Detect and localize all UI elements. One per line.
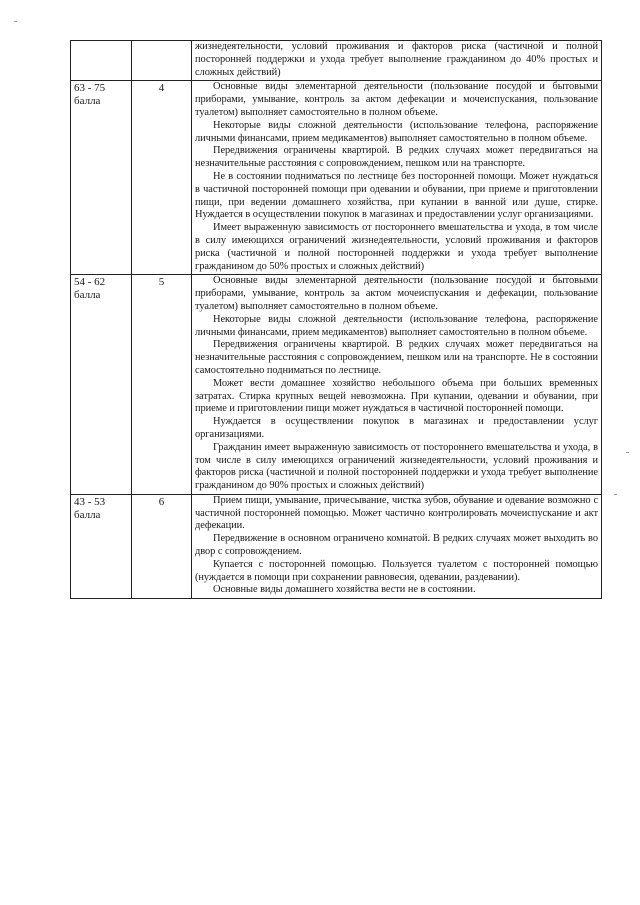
description-paragraph: Купается с посторонней помощью. Пользуется туалетом с посторонней помощью (нуждается в помощи при сохранении равновесия, одевании, раздевании). xyxy=(195,558,598,583)
table-row xyxy=(71,494,602,598)
score-range-cell xyxy=(71,41,132,81)
score-range-cell: 54 - 62 балла xyxy=(71,275,132,495)
description-paragraph: Нуждается в осуществлении покупок в магазинах и предоставлении услуг организациями. xyxy=(195,416,598,440)
score-range-cell: 43 - 53 балла xyxy=(71,494,132,598)
description-paragraph: Не в состоянии подниматься по лестнице без посторонней помощи. Может нуждаться в частичной посторонней помощи при одевании и обувании, при приеме и приготовлении пищи, при ведении домашнего хозяйства, при купании в ванной или душе, стирке. Нуждается в осуществлении покупок в магазинах и предоставлении услуг организациями. xyxy=(195,170,598,221)
description-paragraph: Передвижения ограничены квартирой. В редких случаях может передвигаться на незначительные расстояния с сопровождением, пешком или на транспорте. Не в состоянии самостоятельно подниматься по лестнице. xyxy=(195,339,598,376)
score-range-cell: 63 - 75 балла xyxy=(71,81,132,275)
table-row xyxy=(71,275,602,495)
description-paragraph: Прием пищи, умывание, причесывание, чистка зубов, обувание и одевание возможно с частичной посторонней помощью. Может частично контролировать мочеиспускание и акт дефекации. xyxy=(195,494,598,532)
care-level-cell: 6 xyxy=(132,494,192,598)
care-level-cell: 5 xyxy=(132,275,192,495)
description-cell xyxy=(192,81,602,275)
description-paragraph: Основные виды домашнего хозяйства вести не в состоянии. xyxy=(213,584,476,596)
description-paragraph: Имеет выраженную зависимость от постороннего вмешательства и ухода, в том числе в силу имеющихся ограничений жизнедеятельности, условий проживания и факторов риска (частичной и полной посторонней поддержки и ухода требует выполнение гражданином до 50% простых и сложных действий) xyxy=(195,222,598,272)
description-paragraph: жизнедеятельности, условий проживания и факторов риска (частичной и полной посторонней поддержки и ухода требует выполнение гражданином до 40% простых и сложных действий) xyxy=(195,41,598,78)
table-row xyxy=(71,81,602,275)
scan-speck xyxy=(14,21,17,22)
description-cell xyxy=(192,275,602,495)
table-row xyxy=(71,41,602,81)
care-level-cell xyxy=(132,41,192,81)
assessment-table xyxy=(70,40,602,599)
description-cell xyxy=(192,494,602,598)
description-paragraph: Некоторые виды сложной деятельности (использование телефона, распоряжение личными финансами, прием медикаментов) выполняет самостоятельно в полном объеме. xyxy=(195,313,598,338)
description-paragraph: Может вести домашнее хозяйство небольшого объема при больших временных затратах. Стирка крупных вещей невозможна. При купании, одевании и обувании, при приеме и приготовлении пищи может нуждаться в частичной посторонней помощи. xyxy=(195,377,598,415)
care-level-cell: 4 xyxy=(132,81,192,275)
description-paragraph: Некоторые виды сложной деятельности (использование телефона, распоряжение личными финансами, прием медикаментов) выполняет самостоятельно в полном объеме. xyxy=(195,119,598,144)
scan-speck xyxy=(626,452,629,453)
description-paragraph: Гражданин имеет выраженную зависимость от постороннего вмешательства и ухода, в том числе в силу имеющихся ограничений жизнедеятельности, условий проживания и факторов риска (частичной и полной посторонней поддержки и ухода требует выполнение гражданином до 90% простых и сложных действий) xyxy=(195,441,598,492)
description-paragraph: Передвижения ограничены квартирой. В редких случаях может передвигаться на незначительные расстояния с сопровождением, пешком или на транспорте. xyxy=(195,145,598,170)
description-paragraph: Основные виды элементарной деятельности (пользование посудой и бытовыми приборами, умывание, контроль за актом мочеиспускания и дефекации, пользование туалетом) выполняет самостоятельно в полном объеме. xyxy=(195,275,598,312)
description-paragraph: Передвижение в основном ограничено комнатой. В редких случаях может выходить во двор с сопровождением. xyxy=(195,533,598,558)
description-paragraph: Основные виды элементарной деятельности (пользование посудой и бытовыми приборами, умывание, контроль за актом дефекации и мочеиспускания, пользование туалетом) выполняет самостоятельно в полном объеме. xyxy=(195,81,598,118)
description-cell xyxy=(192,41,602,81)
scan-speck xyxy=(614,494,617,495)
